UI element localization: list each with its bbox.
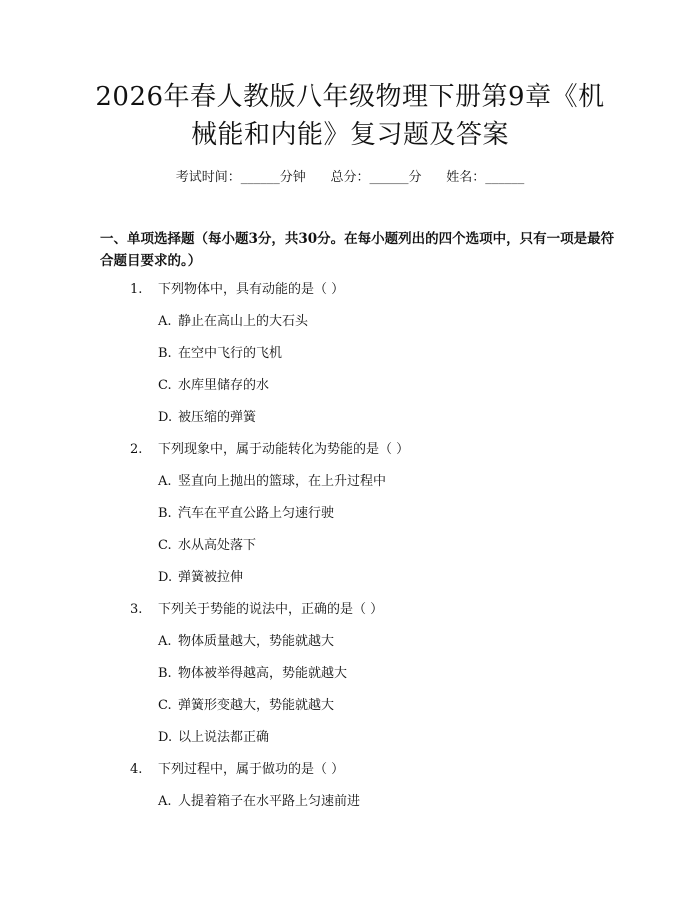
option-1c [0, 376, 700, 408]
option-letter: A. [158, 314, 172, 329]
option-letter: D. [158, 410, 173, 425]
option-letter: C. [158, 698, 172, 713]
option-1b [0, 344, 700, 376]
question-text: 下列物体中，具有动能的是（ ） [158, 282, 345, 297]
option-text: 静止在高山上的大石头 [178, 314, 309, 329]
option-1d [0, 408, 700, 440]
option-letter: D. [158, 570, 173, 585]
question-text: 下列现象中，属于动能转化为势能的是（ ） [158, 442, 410, 457]
option-letter: C. [158, 378, 172, 393]
option-3c [0, 696, 700, 728]
question-text: 下列过程中，属于做功的是（ ） [158, 762, 345, 777]
option-letter: B. [158, 346, 172, 361]
question-2 [0, 440, 700, 472]
option-1a [0, 312, 700, 344]
question-3 [0, 600, 700, 632]
option-letter: A. [158, 474, 172, 489]
option-letter: C. [158, 538, 172, 553]
option-text: 物体被举得越高，势能就越大 [178, 666, 348, 681]
question-list [0, 280, 700, 824]
option-letter: A. [158, 634, 172, 649]
option-text: 弹簧被拉伸 [178, 570, 244, 585]
option-3b [0, 664, 700, 696]
option-2d [0, 568, 700, 600]
option-text: 以上说法都正确 [178, 730, 270, 745]
option-text: 汽车在平直公路上匀速行驶 [178, 506, 335, 521]
option-letter: B. [158, 666, 172, 681]
option-3d [0, 728, 700, 760]
page-title [60, 78, 640, 154]
exam-info-line: 考试时间：______分钟 总分：______分 姓名：______ [175, 170, 525, 185]
option-text: 竖直向上抛出的篮球，在上升过程中 [178, 474, 387, 489]
option-2a [0, 472, 700, 504]
option-text: 物体质量越大，势能就越大 [178, 634, 335, 649]
question-number: 3. [130, 602, 143, 617]
title-line-2: 械能和内能》复习题及答案 [190, 120, 509, 150]
option-text: 弹簧形变越大，势能就越大 [178, 698, 335, 713]
option-text: 被压缩的弹簧 [178, 410, 257, 425]
option-text: 水从高处落下 [178, 538, 257, 553]
option-2b [0, 504, 700, 536]
option-4a [0, 792, 700, 824]
option-2c [0, 536, 700, 568]
question-1 [0, 280, 700, 312]
option-letter: B. [158, 506, 172, 521]
question-number: 2. [130, 442, 143, 457]
section-heading: 一、单项选择题（每小题3分，共30分。在每小题列出的四个选项中，只有一项是最符合题目要求的。） [100, 231, 615, 269]
option-3a [0, 632, 700, 664]
option-letter: A. [158, 794, 172, 809]
title-line-1: 2026年春人教版八年级物理下册第9章《机 [95, 82, 605, 112]
question-number: 4. [130, 762, 143, 777]
option-text: 人提着箱子在水平路上匀速前进 [178, 794, 361, 809]
question-text: 下列关于势能的说法中，正确的是（ ） [158, 602, 384, 617]
option-letter: D. [158, 730, 173, 745]
option-text: 水库里储存的水 [178, 378, 270, 393]
question-number: 1. [130, 282, 143, 297]
question-4 [0, 760, 700, 792]
option-text: 在空中飞行的飞机 [178, 346, 283, 361]
